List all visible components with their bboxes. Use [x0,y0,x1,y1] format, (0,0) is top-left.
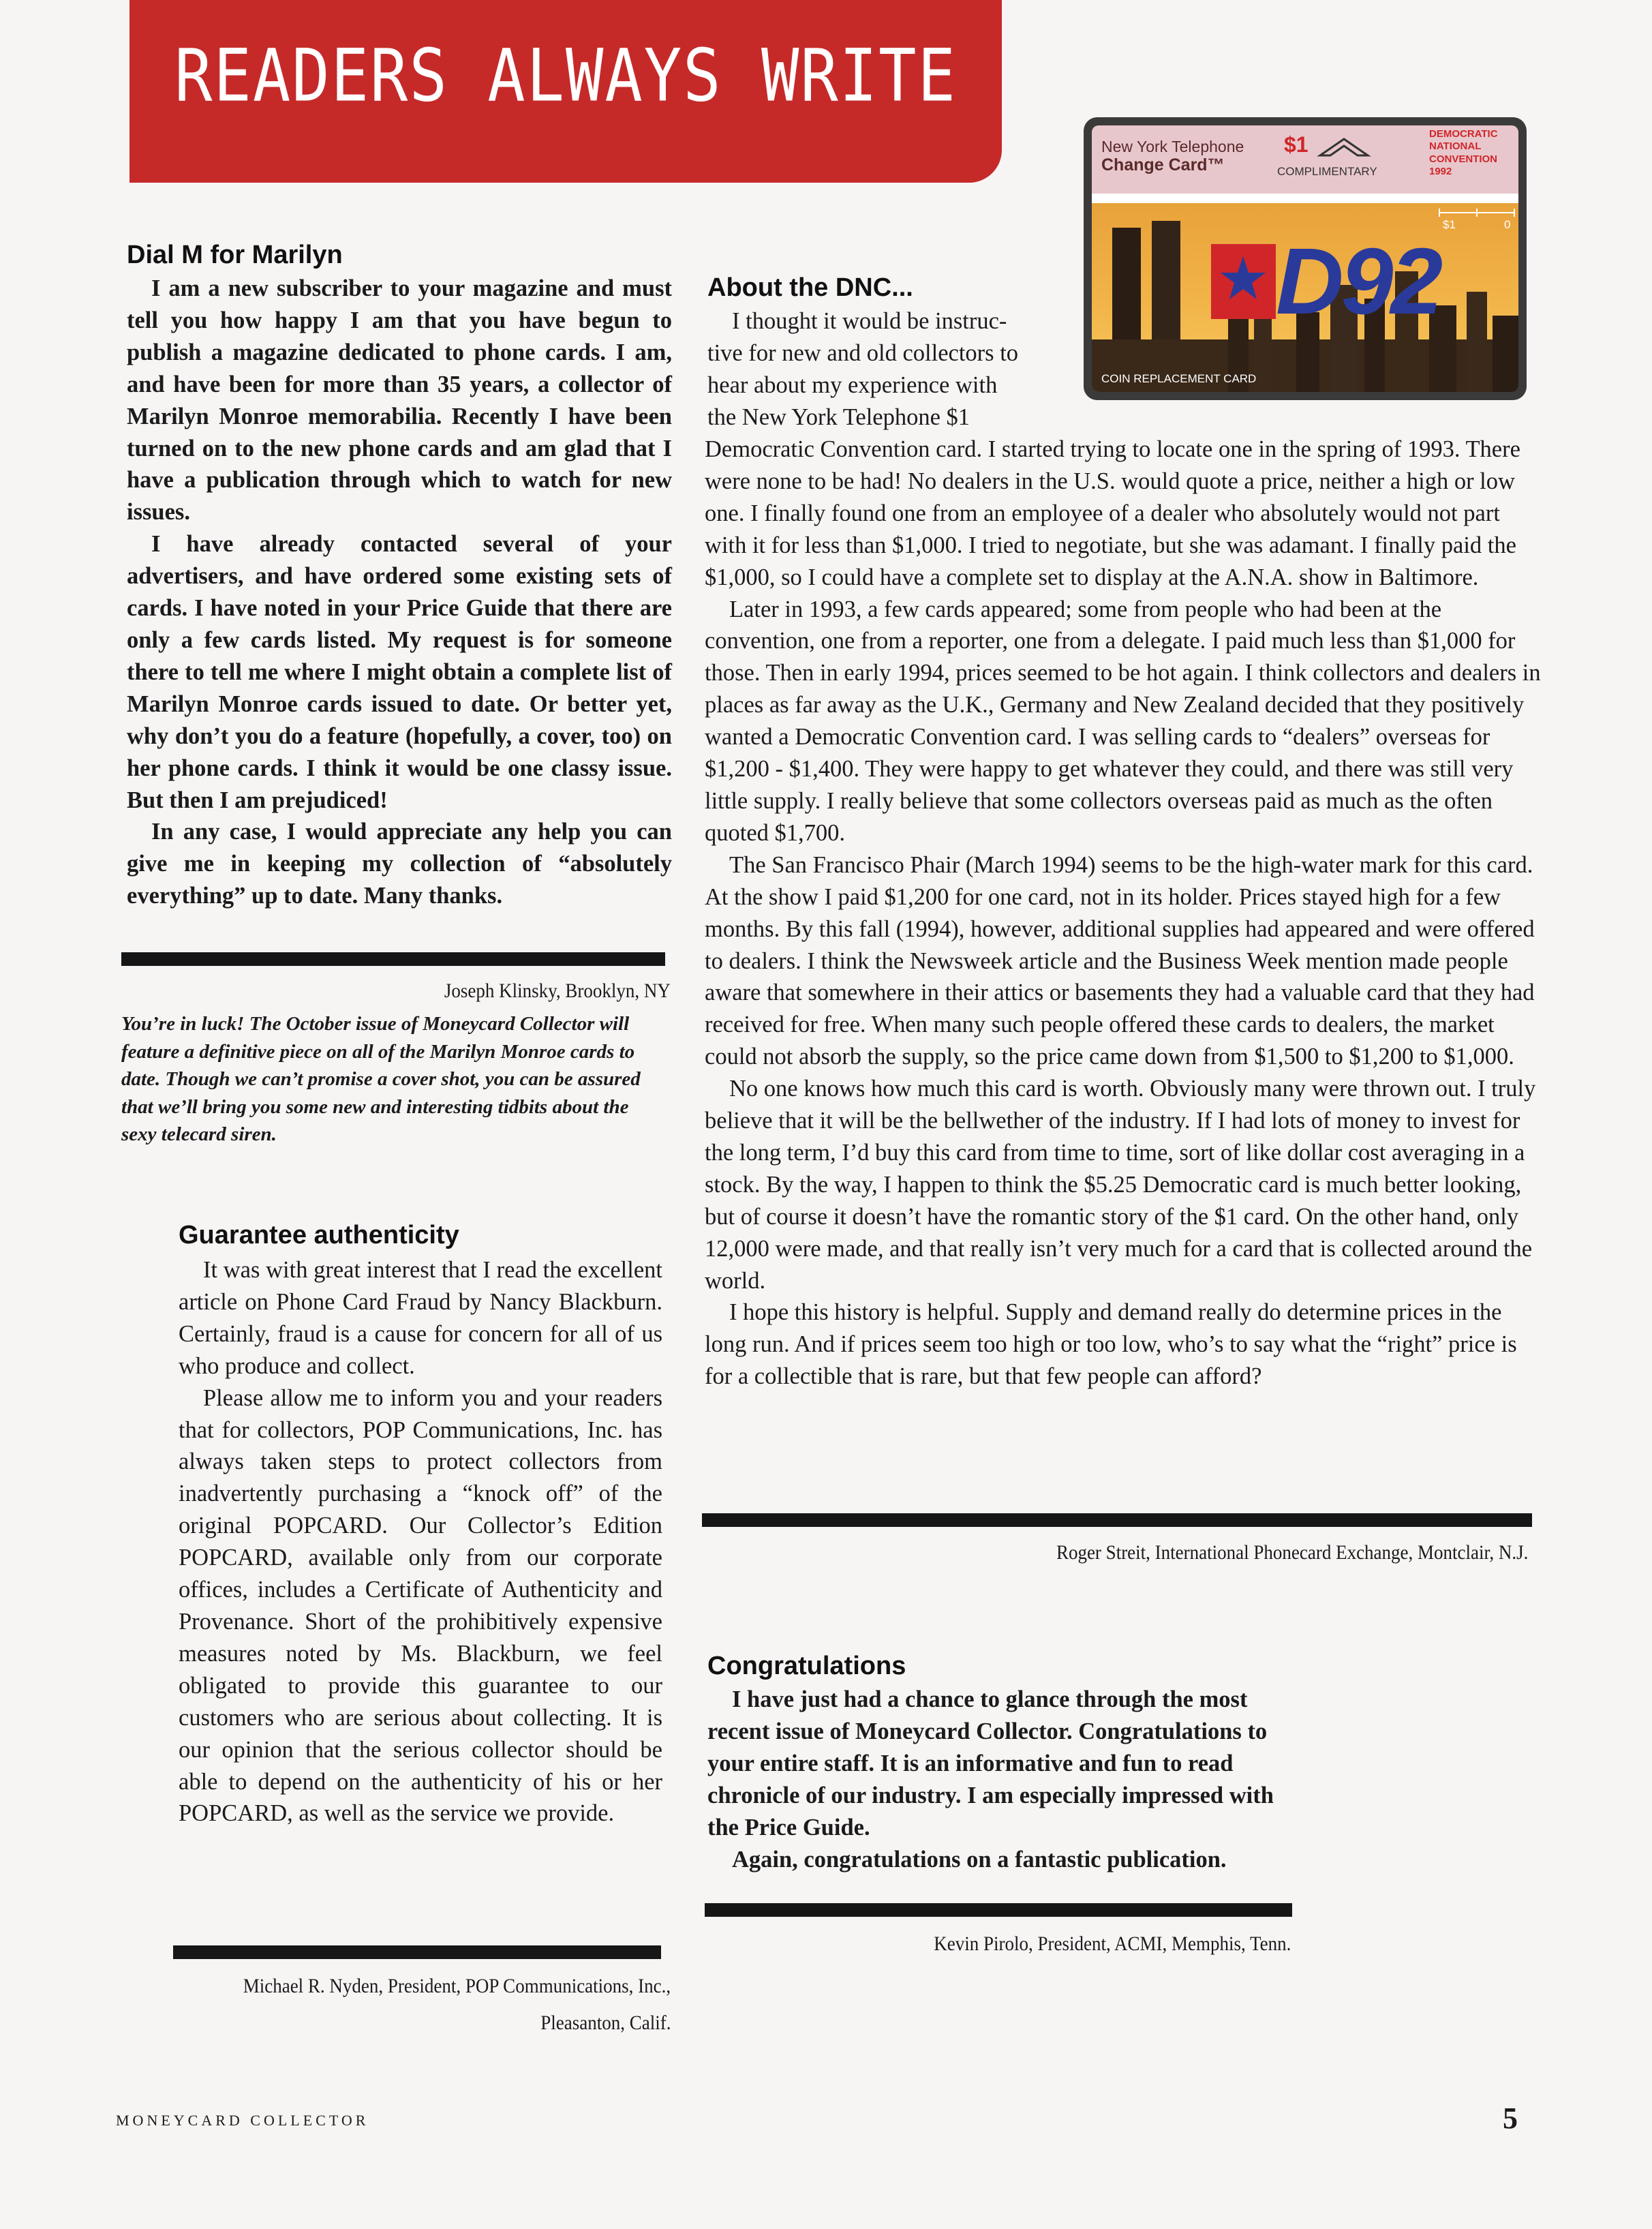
divider-rule [702,1513,1532,1527]
letter1-paragraph: I am a new subscriber to your magazine and must tell you how happy I am that you have begun to publish a magazine dedicated to phone cards. I am, and have been for more than 35 years, a collector of Marilyn Monroe memorabilia. Recently I have been turned on to the new phone cards and am glad that I have a publication through which to watch for new issues. [127,275,672,526]
letter3-intro-line: the New York Telephone $1 [707,404,970,430]
card-bottom-label: COIN REPLACEMENT CARD [1101,372,1257,385]
card-scale-left: $1 [1443,218,1456,231]
letter4-body [707,1684,1294,1875]
letter3-body [705,434,1543,1393]
letter2-paragraph: It was with great interest that I read the excellent article on Phone Card Fraud by Nancy Blackburn. Certainly, fraud is a cause for concern for all of us who produce and collect. [179,1257,662,1379]
letter4-paragraph: Again, congratulations on a fantastic publication. [732,1846,1227,1872]
card-event-line3: CONVENTION [1429,153,1498,165]
letter3-intro [707,305,1062,434]
letter3-heading: About the DNC... [707,273,913,302]
card-complimentary: COMPLIMENTARY [1277,165,1377,178]
letter3-signature: Roger Streit, International Phonecard Exchange, Montclair, N.J. [1056,1541,1528,1564]
card-scale-right: 0 [1504,218,1511,231]
footer-publication: MONEYCARD COLLECTOR [116,2112,369,2129]
letter3-paragraph: The San Francisco Phair (March 1994) seems to be the high-water mark for this card. At the show I paid $1,200 for one card, not in its holder. Prices stayed high for a few months. By this fall (1994), however, additional supplies had appeared and were offered to dealers. I think the Newsweek article and the Business Week mention made people aware that somewhere in their attics or basements they had a valuable card that they had received for free. When many such people offered these cards to dealers, the market could not absorb the supply, so the price came down from $1,500 to $1,200 to $1,000. [705,851,1535,1070]
letter2-signature-line1: Michael R. Nyden, President, POP Communications, Inc., [243,1975,671,1997]
divider-rule [705,1903,1292,1917]
card-brand-line2: Change Card™ [1101,155,1225,175]
letter3-paragraph: Later in 1993, a few cards appeared; some from people who had been at the convention, one from a reporter, one from a delegate. I paid much less than $1,000 for those. Then in early 1994, prices seemed to be hot again. I think collectors and dealers in places as far away as the U.K., Germany and New Zealand decided that they positively wanted a Democratic Convention card. I was selling cards to “dealers” overseas for $1,200 - $1,400. They were happy to get whatever they could, and there was still very little supply. I really believe that some collectors overseas paid as much as the often quoted $1,700. [705,596,1541,846]
card-event-text [1429,128,1498,178]
page-number: 5 [1503,2102,1518,2135]
card-logo: D92 [1276,229,1441,334]
section-header-banner [129,0,1002,183]
letter3-paragraph: No one knows how much this card is worth. Obviously many were thrown out. I truly believe that it will be the bellwether of the industry. If I had lots of money to invest for the long term, I’d buy this card from time to time, sort of like dollar cost averaging in a stock. By the way, I happen to think the $5.25 Democratic card is much better looking, but of course it doesn’t have the romantic story of the $1 card. On the other hand, only 12,000 were made, and that really isn’t very much for a card that is collected around the world. [705,1076,1536,1294]
section-title: READERS ALWAYS WRITE [174,33,957,119]
letter1-paragraph: I have already contacted several of your advertisers, and have ordered some existing sets of cards. I have noted in your Price Guide that there are only a few cards listed. My request is for someone there to tell me where I might obtain a complete list of Marilyn Monroe cards issued to date. Or better yet, why don’t you do a feature (hopefully, a cover, too) on her phone cards. I think it would be one classy issue. But then I am prejudiced! [127,531,672,813]
letter3-intro-line: I thought it would be instruc- [732,308,1007,334]
phone-card-image [1084,117,1527,400]
letter1-body [127,273,672,912]
card-event-line2: NATIONAL [1429,140,1482,153]
card-brand-line1: New York Telephone [1101,138,1244,155]
letter3-intro-line: tive for new and old collectors to [707,339,1019,366]
letter1-paragraph: In any case, I would appreciate any help you can give me in keeping my collection of “absolutely everything” up to date. Many thanks. [127,819,672,909]
house-arrow-icon [1317,135,1371,162]
letter4-heading: Congratulations [707,1652,906,1680]
card-value: $1 [1284,132,1309,157]
letter2-heading: Guarantee authenticity [179,1221,459,1249]
divider-rule [173,1945,661,1959]
card-header-band [1092,125,1518,194]
letter3-paragraph: I hope this history is helpful. Supply and demand really do determine prices in the long run. And if prices seem too high or too low, who’s to say what the “right” price is for a collectible that is rare, but that few people can afford? [705,1299,1517,1390]
letter2-signature-line2: Pleasanton, Calif. [540,2012,671,2034]
card-skyline-scene [1092,203,1518,392]
letter3-intro-line: hear about my experience with [707,372,998,398]
letter4-paragraph: I have just had a chance to glance through the most recent issue of Moneycard Collector. Congratulations to your entire staff. It is an informative and fun to read chronicle of our industry. I am especially impressed with the Price Guide. [707,1686,1274,1840]
letter4-signature: Kevin Pirolo, President, ACMI, Memphis, Tenn. [933,1932,1291,1955]
letter1-signature: Joseph Klinsky, Brooklyn, NY [444,980,671,1002]
card-event-line4: 1992 [1429,165,1452,177]
divider-rule [121,952,665,966]
letter2-body [179,1254,662,1830]
letter1-heading: Dial M for Marilyn [127,241,343,269]
letter2-paragraph: Please allow me to inform you and your readers that for collectors, POP Communications, Inc. has always taken steps to protect collectors from inadvertently purchasing a “knock off” of the original POPCARD. Our Collector’s Edition POPCARD, available only from our corporate offices, includes a Certificate of Authenticity and Provenance. Short of the prohibitively expensive measures noted by Ms. Blackburn, we feel obligated to provide this guarantee to our customers who are serious about collecting. It is our opinion that the serious collector should be able to depend on the authenticity of his or her POPCARD, as well as the service we provide. [179,1384,662,1827]
card-event-line1: DEMOCRATIC [1429,128,1498,140]
editor-reply: You’re in luck! The October issue of Moneycard Collector will feature a definitive piece on all of the Marilyn Monroe cards to date. Though we can’t promise a cover shot, you can be assured that we’ll bring you some new and interesting tidbits about the sexy telecard siren. [121,1013,641,1146]
card-magnetic-strip [1092,194,1518,203]
letter3-paragraph: Democratic Convention card. I started trying to locate one in the spring of 1993. There were none to be had! No dealers in the U.S. would quote a price, neither a high or low one. I finally found one from an employee of a dealer who absolutely would not part with it for less than $1,000. I tried to negotiate, but she was adamant. I finally paid the $1,000, so I could have a complete set to display at the A.N.A. show in Baltimore. [705,436,1520,590]
